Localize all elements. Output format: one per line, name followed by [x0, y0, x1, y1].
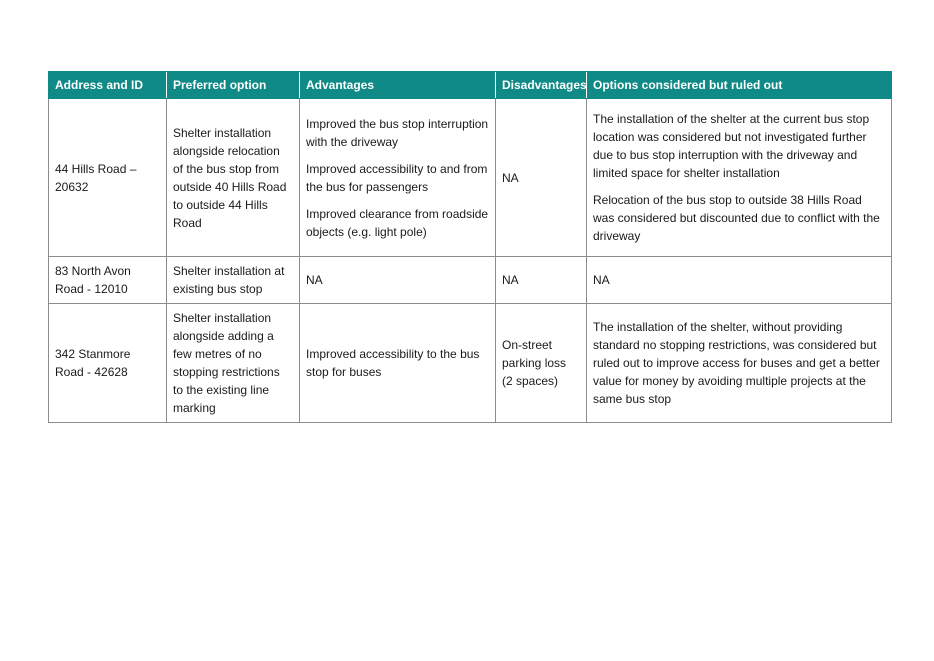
table-row: [49, 304, 892, 423]
ruled-out-text: The installation of the shelter at the current bus stop location was considered but not investigated further due to bus stop interruption with the driveway and limited space for shelter installation: [593, 112, 870, 180]
advantage-text: Improved clearance from roadside objects (e.g. light pole): [306, 206, 489, 239]
ruled-out-text: The installation of the shelter, without providing standard no stopping restrictions, was considered but ruled out to improve access for buses and get a better value for money by avoiding multiple projects at the same bus stop: [593, 320, 880, 406]
disadvantage-text: NA: [502, 170, 519, 185]
disadvantages-cell: [496, 99, 587, 257]
ruled-out-cell: [587, 257, 892, 304]
preferred-option-text: Shelter installation alongside relocation of the bus stop from outside 40 Hills Road to outside 44 Hills Road: [173, 125, 287, 230]
disadvantage-text: NA: [502, 273, 519, 287]
preferred-option-cell: [167, 257, 300, 304]
address-cell: [49, 304, 167, 423]
header-address-id: Address and ID: [49, 72, 167, 99]
advantage-text: Improved accessibility to and from the bus for passengers: [306, 161, 488, 194]
table-row: [49, 257, 892, 304]
ruled-out-text: Relocation of the bus stop to outside 38 Hills Road was considered but discounted due to conflict with the driveway: [593, 193, 880, 243]
address-text: 44 Hills Road – 20632: [55, 161, 137, 194]
disadvantages-cell: [496, 257, 587, 304]
address-cell: [49, 257, 167, 304]
address-text: 83 North Avon Road - 12010: [55, 264, 131, 296]
preferred-option-text: Shelter installation alongside adding a few metres of no stopping restrictions to the existing line marking: [173, 311, 280, 415]
advantage-text: Improved the bus stop interruption with the driveway: [306, 116, 489, 149]
advantages-cell: [300, 257, 496, 304]
advantage-text: NA: [306, 273, 323, 287]
advantage-text: Improved accessibility to the bus stop for buses: [306, 347, 480, 379]
header-options-ruled-out: Options considered but ruled out: [587, 72, 892, 99]
ruled-out-cell: [587, 304, 892, 423]
ruled-out-cell: [587, 99, 892, 257]
disadvantages-cell: [496, 304, 587, 423]
ruled-out-text: NA: [593, 273, 610, 287]
address-text: 342 Stanmore Road - 42628: [55, 347, 131, 379]
preferred-option-cell: [167, 304, 300, 423]
table-header-row: [49, 72, 892, 99]
disadvantage-text: On-street parking loss (2 spaces): [502, 338, 567, 388]
address-cell: [49, 99, 167, 257]
header-advantages: Advantages: [300, 72, 496, 99]
preferred-option-text: Shelter installation at existing bus stop: [173, 264, 285, 296]
preferred-option-cell: [167, 99, 300, 257]
options-table: [48, 71, 892, 423]
table-row: [49, 99, 892, 257]
header-disadvantages: Disadvantages: [496, 72, 587, 99]
advantages-cell: [300, 304, 496, 423]
advantages-cell: [300, 99, 496, 257]
header-preferred-option: Preferred option: [167, 72, 300, 99]
